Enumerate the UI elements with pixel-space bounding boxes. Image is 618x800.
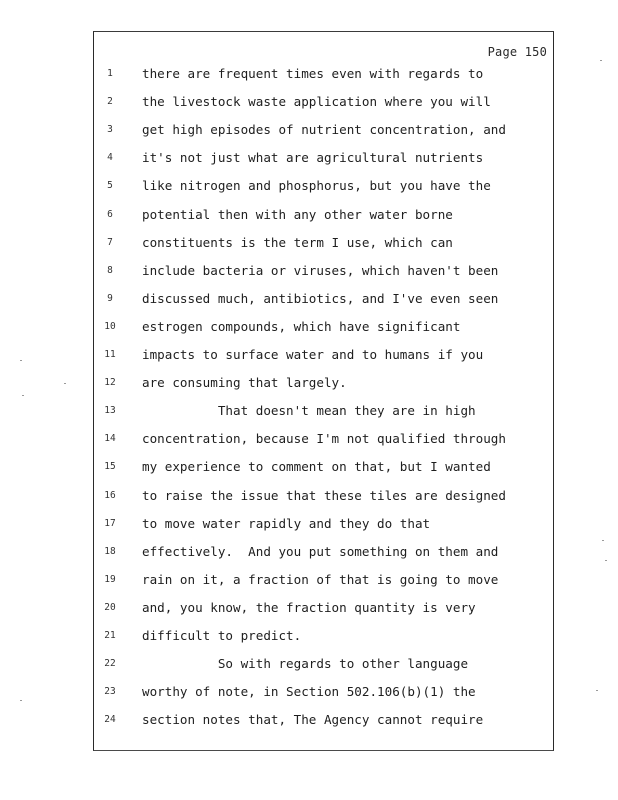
line-text: impacts to surface water and to humans if you — [142, 347, 484, 362]
line-number: 23 — [104, 686, 116, 698]
line-text: and, you know, the fraction quantity is very — [142, 599, 476, 615]
line-text: the livestock waste application where you will — [142, 94, 491, 110]
line-number: 22 — [104, 658, 116, 670]
transcript-line — [94, 150, 553, 178]
line-number: 11 — [104, 349, 116, 360]
transcript-line — [94, 488, 553, 516]
scan-speck — [64, 383, 66, 384]
transcript-line — [94, 347, 553, 375]
line-number: 13 — [104, 405, 116, 417]
transcript-line — [94, 178, 553, 206]
line-number: 20 — [104, 601, 116, 613]
line-text: effectively. And you put something on them and — [142, 543, 499, 559]
transcript-line — [94, 291, 553, 319]
line-number: 15 — [104, 461, 116, 473]
line-number: 4 — [107, 152, 113, 164]
transcript-line — [94, 656, 553, 684]
line-text: rain on it, a fraction of that is going to move — [142, 571, 499, 587]
line-text: include bacteria or viruses, which haven't been — [142, 262, 499, 278]
scan-speck — [22, 395, 24, 396]
line-text: discussed much, antibiotics, and I've even seen — [142, 290, 499, 306]
scan-speck — [605, 560, 607, 561]
transcript-line — [94, 600, 553, 628]
transcript-line — [94, 431, 553, 459]
scan-speck — [20, 360, 22, 361]
line-text: constituents is the term I use, which can — [142, 234, 453, 250]
line-number: 7 — [107, 236, 113, 248]
line-text: concentration, because I'm not qualified through — [142, 431, 506, 447]
line-text: it's not just what are agricultural nutrients — [142, 150, 484, 166]
transcript-line — [94, 263, 553, 291]
transcript-line — [94, 375, 553, 403]
transcript-line — [94, 235, 553, 263]
line-text: potential then with any other water borne — [142, 206, 453, 222]
line-text: are consuming that largely. — [142, 375, 347, 391]
transcript-line — [94, 94, 553, 122]
line-number: 9 — [107, 292, 113, 304]
transcript-line — [94, 572, 553, 600]
line-number: 8 — [107, 264, 113, 276]
scan-speck — [602, 540, 604, 541]
line-number: 6 — [107, 208, 113, 220]
transcript-line — [94, 712, 553, 740]
line-number: 1 — [107, 68, 113, 79]
transcript-line — [94, 516, 553, 544]
line-text: So with regards to other language — [142, 656, 469, 672]
line-text: worthy of note, in Section 502.106(b)(1) the — [142, 684, 476, 700]
line-number: 16 — [104, 489, 116, 501]
line-number: 5 — [107, 180, 113, 192]
transcript-line — [94, 403, 553, 431]
line-text: my experience to comment on that, but I wanted — [142, 459, 491, 475]
line-text: estrogen compounds, which have significant — [142, 318, 461, 334]
line-text: there are frequent times even with regards to — [142, 66, 484, 81]
transcript-line — [94, 684, 553, 712]
transcript-line — [94, 628, 553, 656]
line-text: to raise the issue that these tiles are designed — [142, 487, 506, 503]
page-number: Page 150 — [487, 45, 547, 59]
transcript-line — [94, 207, 553, 235]
scan-speck — [20, 700, 22, 701]
line-number: 21 — [104, 630, 116, 641]
transcript-line — [94, 544, 553, 572]
transcript-line — [94, 122, 553, 150]
line-number: 12 — [104, 377, 116, 389]
line-text: like nitrogen and phosphorus, but you have the — [142, 178, 491, 194]
transcript-page — [93, 31, 554, 751]
line-text: That doesn't mean they are in high — [142, 403, 476, 419]
line-number: 18 — [104, 545, 116, 557]
line-number: 10 — [104, 320, 116, 332]
line-number: 2 — [107, 96, 113, 108]
scan-speck — [596, 690, 598, 691]
line-number: 17 — [104, 517, 116, 529]
scan-speck — [600, 60, 602, 61]
line-number: 24 — [104, 714, 116, 726]
line-number: 3 — [107, 124, 113, 136]
line-number: 14 — [104, 433, 116, 445]
transcript-line — [94, 66, 553, 94]
line-text: get high episodes of nutrient concentration, and — [142, 122, 506, 138]
line-text: difficult to predict. — [142, 628, 302, 643]
line-number: 19 — [104, 573, 116, 585]
transcript-line — [94, 459, 553, 487]
line-text: section notes that, The Agency cannot require — [142, 712, 484, 728]
line-text: to move water rapidly and they do that — [142, 515, 431, 531]
transcript-line — [94, 319, 553, 347]
